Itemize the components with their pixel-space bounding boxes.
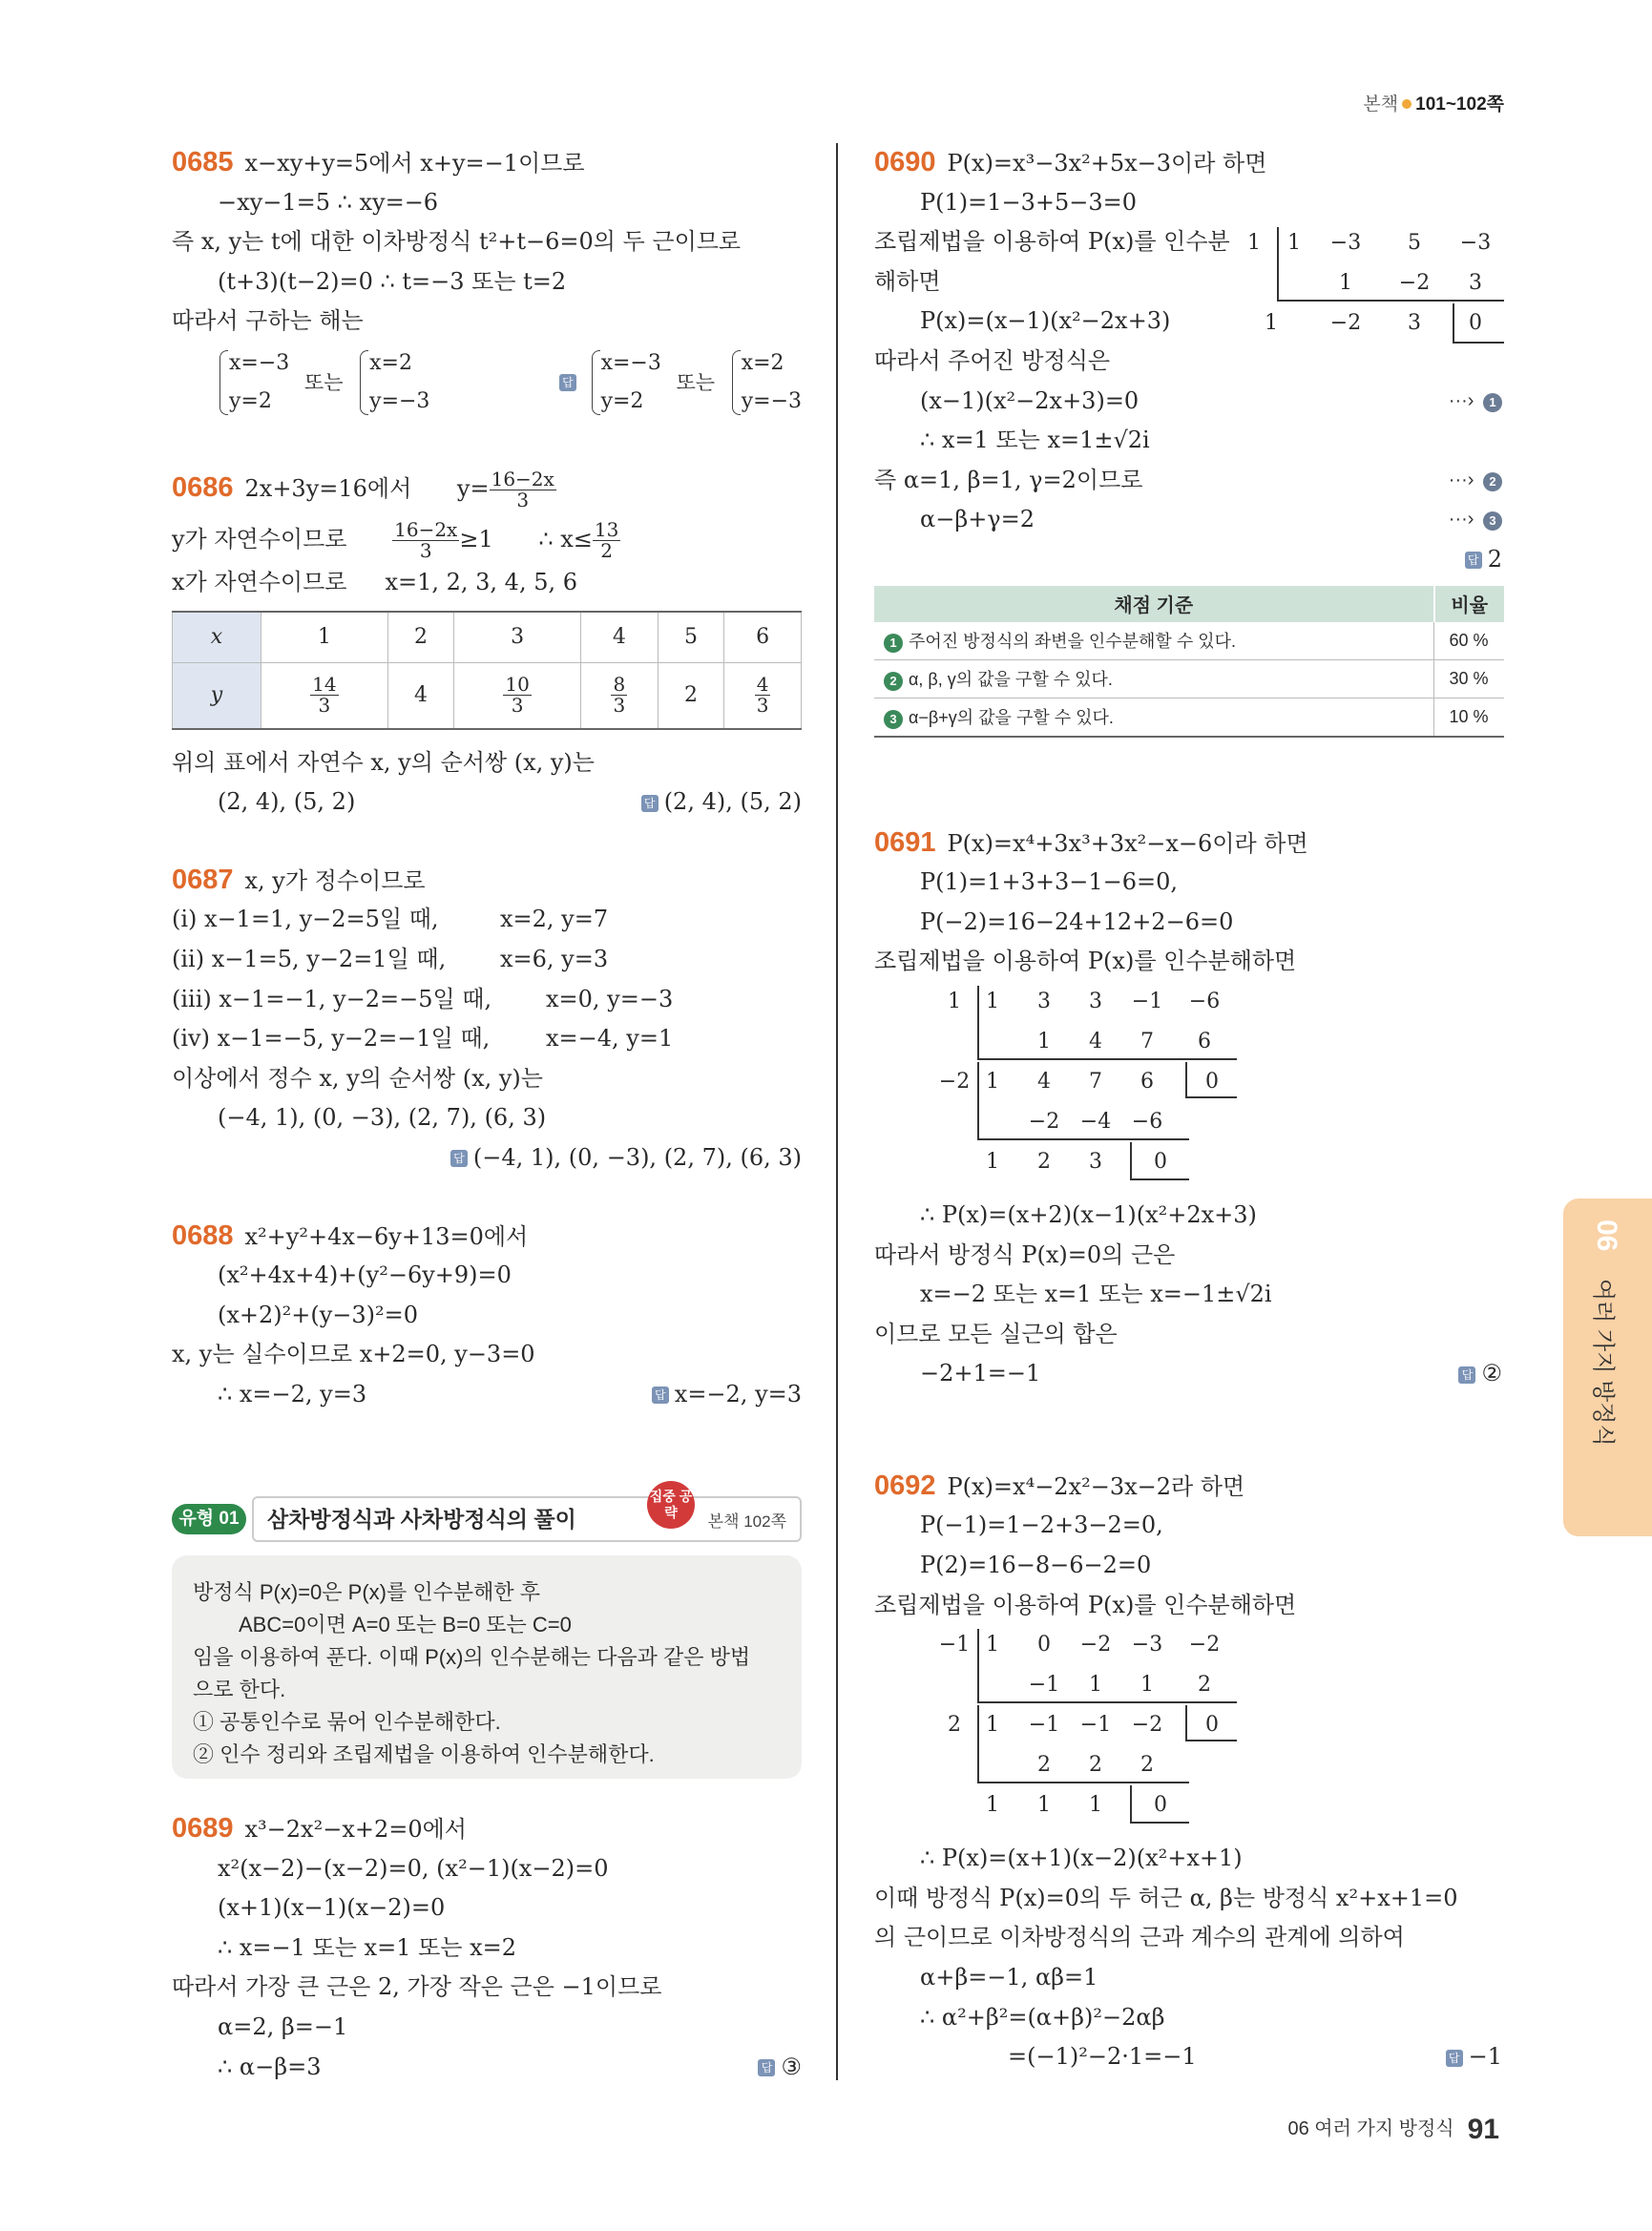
problem-0690 [874,143,1502,738]
numerator: 16−2x [394,517,458,541]
fraction [392,517,459,562]
synth-cell: −3 [1459,231,1492,255]
solution-line: P(x)=x³−3x²+5x−3이라 하면 [947,150,1267,177]
page-number: 91 [1467,2113,1499,2145]
synth-cell: −1 [1131,989,1163,1013]
solution-line: ∴ x=−2, y=3 [218,1380,367,1407]
synth-cell: 1 [986,1713,999,1738]
synth-cell: 6 [1140,1069,1154,1094]
synth-cell: 1 [1339,271,1352,295]
answer [758,2048,802,2088]
solution-line: 따라서 구하는 해는 [172,307,364,335]
table-cell [581,662,659,729]
criteria-ratio: 10 % [1434,698,1505,737]
tip-line: ① 공통인수로 묶어 인수분해한다. [193,1710,501,1734]
synth-cell: −2 [1131,1713,1163,1738]
answer [641,782,802,823]
answer-icon: 답 [758,2059,775,2076]
numerator: 13 [594,517,619,541]
solution-line: x=−2 또는 x=1 또는 x=−1±√2i [920,1281,1272,1308]
synthetic-division [938,1625,1237,1825]
problem-number: 0687 [172,864,234,895]
synth-cell: −2 [1329,311,1362,335]
table-cell [261,662,388,729]
problem-0687 [172,861,802,1178]
synth-cell: −3 [1131,1633,1163,1658]
solution-line: (t+3)(t−2)=0 ∴ t=−3 또는 t=2 [218,267,567,295]
denominator: 2 [600,538,614,562]
type-header [172,1489,802,1540]
eq: x=2 [369,351,412,376]
table-cell: 2 [658,662,724,729]
eq: x=2 [741,351,784,376]
synth-cell: −2 [1028,1109,1060,1134]
synth-cell: −3 [1329,231,1362,255]
solution-line: 이때 방정식 P(x)=0의 두 허근 α, β는 방정식 x²+x+1=0 [874,1884,1458,1911]
problem-0685 [172,143,802,422]
step-marker: ···› 3 [1449,500,1502,540]
answer [1446,2037,1502,2077]
problem-0689 [172,1809,802,2087]
synthetic-division [938,982,1237,1182]
synth-cell: 3 [1089,1149,1102,1174]
solution-line: ∴ x=−1 또는 x=1 또는 x=2 [218,1933,517,1961]
synth-cell: 2 [1198,1673,1211,1698]
synth-cell: 3 [1037,989,1051,1013]
answer-icon: 답 [1458,1366,1475,1384]
table-cell: 2 [387,612,454,663]
problem-number: 0691 [874,826,936,858]
denominator: 3 [511,694,524,718]
tip-line: 임을 이용하여 푼다. 이때 P(x)의 인수분해는 다음과 같은 방법 [193,1645,751,1669]
or-text: 또는 [303,371,344,394]
answer-icon: 답 [641,795,659,812]
column-divider [836,143,838,2080]
tip-line: 방정식 P(x)=0은 P(x)를 인수분해한 후 [193,1580,540,1604]
synth-cell: 0 [1154,1793,1167,1818]
synth-cell: −1 [1028,1713,1060,1738]
synth-root: −2 [938,1069,971,1094]
table-cell: 4 [387,662,454,729]
type-tag: 유형 01 [172,1504,246,1534]
criteria-text: α, β, γ의 값을 구할 수 있다. [909,670,1113,690]
answer-text: 2 [1487,545,1502,573]
solution-line: 이상에서 정수 x, y의 순서쌍 (x, y)는 [172,1064,543,1092]
step-marker: ···› 2 [1449,461,1502,501]
synth-cell: 7 [1140,1029,1154,1053]
eq: y=2 [229,389,272,414]
synth-cell: 1 [1140,1673,1154,1698]
solution-line: P(2)=16−8−6−2=0 [920,1552,1152,1579]
eq: y=2 [600,389,644,414]
problem-0688 [172,1217,802,1415]
eq: y=−3 [741,389,802,414]
eq: ≥1 [459,525,493,553]
synthetic-division [1247,223,1504,344]
answer [450,1138,802,1178]
solution-line: ∴ P(x)=(x+2)(x−1)(x²+2x+3) [920,1200,1257,1228]
focus-badge: 집중 공략 [647,1481,695,1529]
solution-line: 이므로 모든 실근의 합은 [874,1320,1118,1347]
solution-line: ∴ P(x)=(x+1)(x−2)(x²+x+1) [920,1845,1243,1872]
solution-line: α=2, β=−1 [218,2012,348,2040]
synth-cell: 1 [1089,1793,1102,1818]
ratio-header: 비율 [1434,586,1505,622]
numerator: 14 [312,673,337,697]
fraction [593,517,620,562]
solution-line: y가 자연수이므로 [172,525,347,553]
solution-line: 즉 α=1, β=1, γ=2이므로 [874,466,1143,493]
criteria-text: 주어진 방정식의 좌변을 인수분해할 수 있다. [909,632,1236,652]
answer-icon: 답 [559,374,576,391]
synth-cell: 2 [1037,1149,1051,1174]
problem-number: 0686 [172,471,234,503]
solution-line: P(x)=(x−1)(x²−2x+3) [920,307,1171,335]
synth-cell: 7 [1089,1069,1102,1094]
solution-line: 조립제법을 이용하여 P(x)를 인수분해하면 [874,1591,1297,1618]
answer-text: x=−2, y=3 [674,1380,802,1407]
solution-line: −2+1=−1 [920,1360,1041,1387]
criteria-ratio: 30 % [1434,659,1505,698]
header-pages: 101~102쪽 [1415,94,1504,115]
solution-line: x−xy+y=5에서 x+y=−1이므로 [244,150,585,177]
synth-cell: −1 [1079,1713,1112,1738]
answer [652,1375,802,1415]
synth-cell: 1 [1089,1673,1102,1698]
numerator: 8 [613,673,626,697]
table-cell [454,662,581,729]
problem-0692 [874,1467,1502,2077]
system-brace [358,344,429,421]
numerator: 4 [756,673,769,697]
synth-cell: 0 [1037,1633,1051,1658]
solution-line: ∴ α²+β²=(α+β)²−2αβ [920,2003,1165,2031]
solution-line: x가 자연수이므로 [172,568,347,595]
solution-line: x²+y²+4x−6y+13=0에서 [244,1222,529,1250]
synth-cell: 3 [1089,989,1102,1013]
eq: y=−3 [369,389,430,414]
bullet-dot-icon [1402,99,1412,109]
table-header: x [173,612,261,663]
synth-cell: 1 [986,1793,999,1818]
solution-line: P(x)=x⁴−2x²−3x−2라 하면 [947,1472,1245,1500]
header-book: 본책 [1363,94,1399,115]
answer-icon: 답 [1465,552,1482,569]
problem-number: 0688 [172,1220,234,1251]
chapter-title: 여러 가지 방정식 [1590,1279,1616,1447]
solution-line: 의 근이므로 이차방정식의 근과 계수의 관계에 의하여 [874,1924,1405,1951]
synth-cell: 1 [1265,311,1278,335]
criteria-text: α−β+γ의 값을 구할 수 있다. [909,708,1114,728]
tip-line: ABC=0이면 A=0 또는 B=0 또는 C=0 [239,1613,572,1637]
table-header: y [173,662,261,729]
chapter-side-tab [1563,1199,1652,1536]
solution-line: 즉 x, y는 t에 대한 이차방정식 t²+t−6=0의 두 근이므로 [172,228,742,256]
solution-line: 해하면 [874,267,941,295]
table-cell [724,662,802,729]
solution-line: x, y가 정수이므로 [244,866,426,894]
table-cell: 6 [724,612,802,663]
synth-cell: −2 [1398,271,1431,295]
problem-0686 [172,460,802,823]
or-text: 또는 [676,371,716,394]
tip-line: ② 인수 정리와 조립제법을 이용하여 인수분해한다. [193,1742,655,1766]
type-reference: 본책 102쪽 [707,1512,786,1531]
synth-root: −1 [938,1633,971,1658]
solution-line: 조립제법을 이용하여 P(x)를 인수분 [874,228,1230,256]
synth-cell: 1 [986,1149,999,1174]
case-condition: (iii) x−1=−1, y−2=−5일 때, [172,985,492,1012]
answer-icon: 답 [652,1387,669,1404]
solution-line: α−β+γ=2 [920,506,1035,533]
answer-icon: 답 [450,1150,468,1167]
synth-cell: 0 [1205,1069,1219,1094]
step-number: 3 [1483,511,1502,531]
synth-cell: 2 [1140,1753,1154,1778]
synth-cell: −4 [1079,1109,1112,1134]
problem-number: 0689 [172,1813,234,1844]
solution-line: (−4, 1), (0, −3), (2, 7), (6, 3) [218,1104,547,1132]
synth-root: 1 [948,989,961,1013]
solution-line: 조립제법을 이용하여 P(x)를 인수분해하면 [874,948,1297,975]
solution-line: ∴ α−β=3 [218,2053,322,2080]
synth-cell: 3 [1408,311,1421,335]
solution-line: ∴ x=1 또는 x=1±√2i [920,427,1150,454]
criteria-item [874,622,1434,660]
grading-criteria-table [874,586,1504,738]
criteria-header: 채점 기준 [874,586,1434,622]
synth-cell: 2 [1089,1753,1102,1778]
case-result: x=6, y=3 [500,945,609,972]
solution-line: =(−1)²−2·1=−1 [1008,2043,1197,2071]
step-marker: ···› 1 [1449,382,1502,422]
numerator: 16−2x [491,467,554,490]
value-table [172,611,802,730]
synth-cell: 0 [1154,1149,1167,1174]
solution-line: x³−2x²−x+2=0에서 [244,1816,467,1843]
solution-line: (x+1)(x−1)(x−2)=0 [218,1894,446,1922]
solution-line: 위의 표에서 자연수 x, y의 순서쌍 (x, y)는 [172,748,595,776]
numerator: 10 [505,673,530,697]
system-solution [172,342,802,422]
case-result: x=−4, y=1 [546,1025,674,1053]
step-number: 1 [1483,393,1502,412]
case-condition: (iv) x−1=−5, y−2=−1일 때, [172,1025,491,1053]
criteria-number: 2 [884,672,903,691]
answer [559,342,802,424]
denominator: 3 [516,488,530,511]
criteria-item [874,659,1434,698]
fraction [490,469,556,511]
answer-icon: 답 [1446,2050,1463,2067]
eq: ∴ x≤ [538,525,593,553]
problem-number: 0685 [172,147,234,177]
synth-cell: 4 [1037,1069,1051,1094]
page-header [1363,90,1504,115]
solution-line: −xy−1=5 ∴ xy=−6 [218,188,439,216]
synth-cell: −2 [1079,1633,1112,1658]
solution-line: P(1)=1−3+5−3=0 [920,188,1138,216]
footer-chapter: 06 여러 가지 방정식 [1287,2118,1454,2139]
synth-cell: 4 [1089,1029,1102,1053]
chapter-number: 06 [1591,1220,1622,1252]
synth-cell: −6 [1188,989,1221,1013]
eq: y= [456,474,490,502]
eq: x=1, 2, 3, 4, 5, 6 [385,568,578,595]
table-cell: 5 [658,612,724,663]
synth-cell: −6 [1131,1109,1163,1134]
solution-line: x, y는 실수이므로 x+2=0, y−3=0 [172,1341,535,1368]
synth-cell: 1 [1037,1029,1051,1053]
solution-line: P(1)=1+3+3−1−6=0, [920,868,1179,896]
solution-line: P(−2)=16−24+12+2−6=0 [920,907,1234,935]
eq: x=−3 [229,351,290,376]
solution-line: 따라서 가장 큰 근은 2, 가장 작은 근은 −1이므로 [172,1973,662,2001]
denominator: 3 [613,694,626,718]
solution-line: (x+2)²+(y−3)²=0 [218,1301,419,1328]
synth-root: 2 [948,1713,961,1738]
answer-text: ③ [781,2053,802,2080]
answer-text: (2, 4), (5, 2) [663,788,802,816]
eq: x=−3 [600,351,661,376]
right-column [874,143,1502,2077]
synth-cell: 1 [1287,231,1301,255]
synth-cell: 1 [1037,1793,1051,1818]
type-tip-box [172,1555,802,1779]
case-result: x=2, y=7 [500,906,609,933]
type-title: 삼차방정식과 사차방정식의 풀이 [252,1496,802,1542]
synth-cell: 0 [1205,1713,1219,1738]
answer-text: −1 [1468,2043,1502,2071]
case-condition: (ii) x−1=5, y−2=1일 때, [172,945,447,972]
table-cell: 1 [261,612,388,663]
synth-cell: 6 [1198,1029,1211,1053]
synth-cell: 2 [1037,1753,1051,1778]
criteria-number: 3 [884,710,903,729]
system-brace [218,344,289,421]
synth-cell: 1 [986,1633,999,1658]
synth-cell: −1 [1028,1673,1060,1698]
case-result: x=0, y=−3 [546,985,674,1012]
denominator: 3 [756,694,769,718]
solution-line: x²(x−2)−(x−2)=0, (x²−1)(x−2)=0 [218,1854,609,1882]
solution-line: 따라서 방정식 P(x)=0의 근은 [874,1241,1176,1268]
denominator: 3 [419,538,432,562]
solution-line: P(x)=x⁴+3x³+3x²−x−6이라 하면 [947,829,1308,857]
synth-cell: 3 [1469,271,1482,295]
page-footer [1287,2113,1499,2146]
step-number: 2 [1483,472,1502,491]
solution-line: P(−1)=1−2+3−2=0, [920,1512,1163,1539]
synth-cell: 1 [986,1069,999,1094]
solution-line: α+β=−1, αβ=1 [920,1964,1098,1991]
case-condition: (i) x−1=1, y−2=5일 때, [172,906,439,933]
criteria-item [874,698,1434,737]
problem-number: 0692 [874,1470,936,1501]
criteria-ratio: 60 % [1434,622,1505,660]
solution-line: 2x+3y=16에서 [244,474,412,502]
tip-line: 으로 한다. [193,1678,286,1701]
solution-line: (x−1)(x²−2x+3)=0 [920,386,1140,414]
answer-text: (−4, 1), (0, −3), (2, 7), (6, 3) [472,1143,802,1171]
answer-text: ② [1481,1360,1502,1387]
problem-0691 [874,824,1502,1394]
synth-cell: 1 [986,989,999,1013]
table-cell: 4 [581,612,659,663]
synth-root: 1 [1247,231,1261,255]
problem-number: 0690 [874,147,936,177]
table-cell: 3 [454,612,581,663]
denominator: 3 [318,694,331,718]
solution-line: (x²+4x+4)+(y²−6y+9)=0 [218,1261,512,1289]
solution-line: (2, 4), (5, 2) [218,788,356,816]
solution-line: 따라서 주어진 방정식은 [874,346,1111,374]
synth-cell: −2 [1188,1633,1221,1658]
synth-cell: 5 [1408,231,1421,255]
criteria-number: 1 [884,634,903,653]
answer [1458,1354,1502,1394]
left-column [172,143,802,1414]
answer [1465,540,1502,580]
synth-cell: 0 [1469,311,1482,335]
